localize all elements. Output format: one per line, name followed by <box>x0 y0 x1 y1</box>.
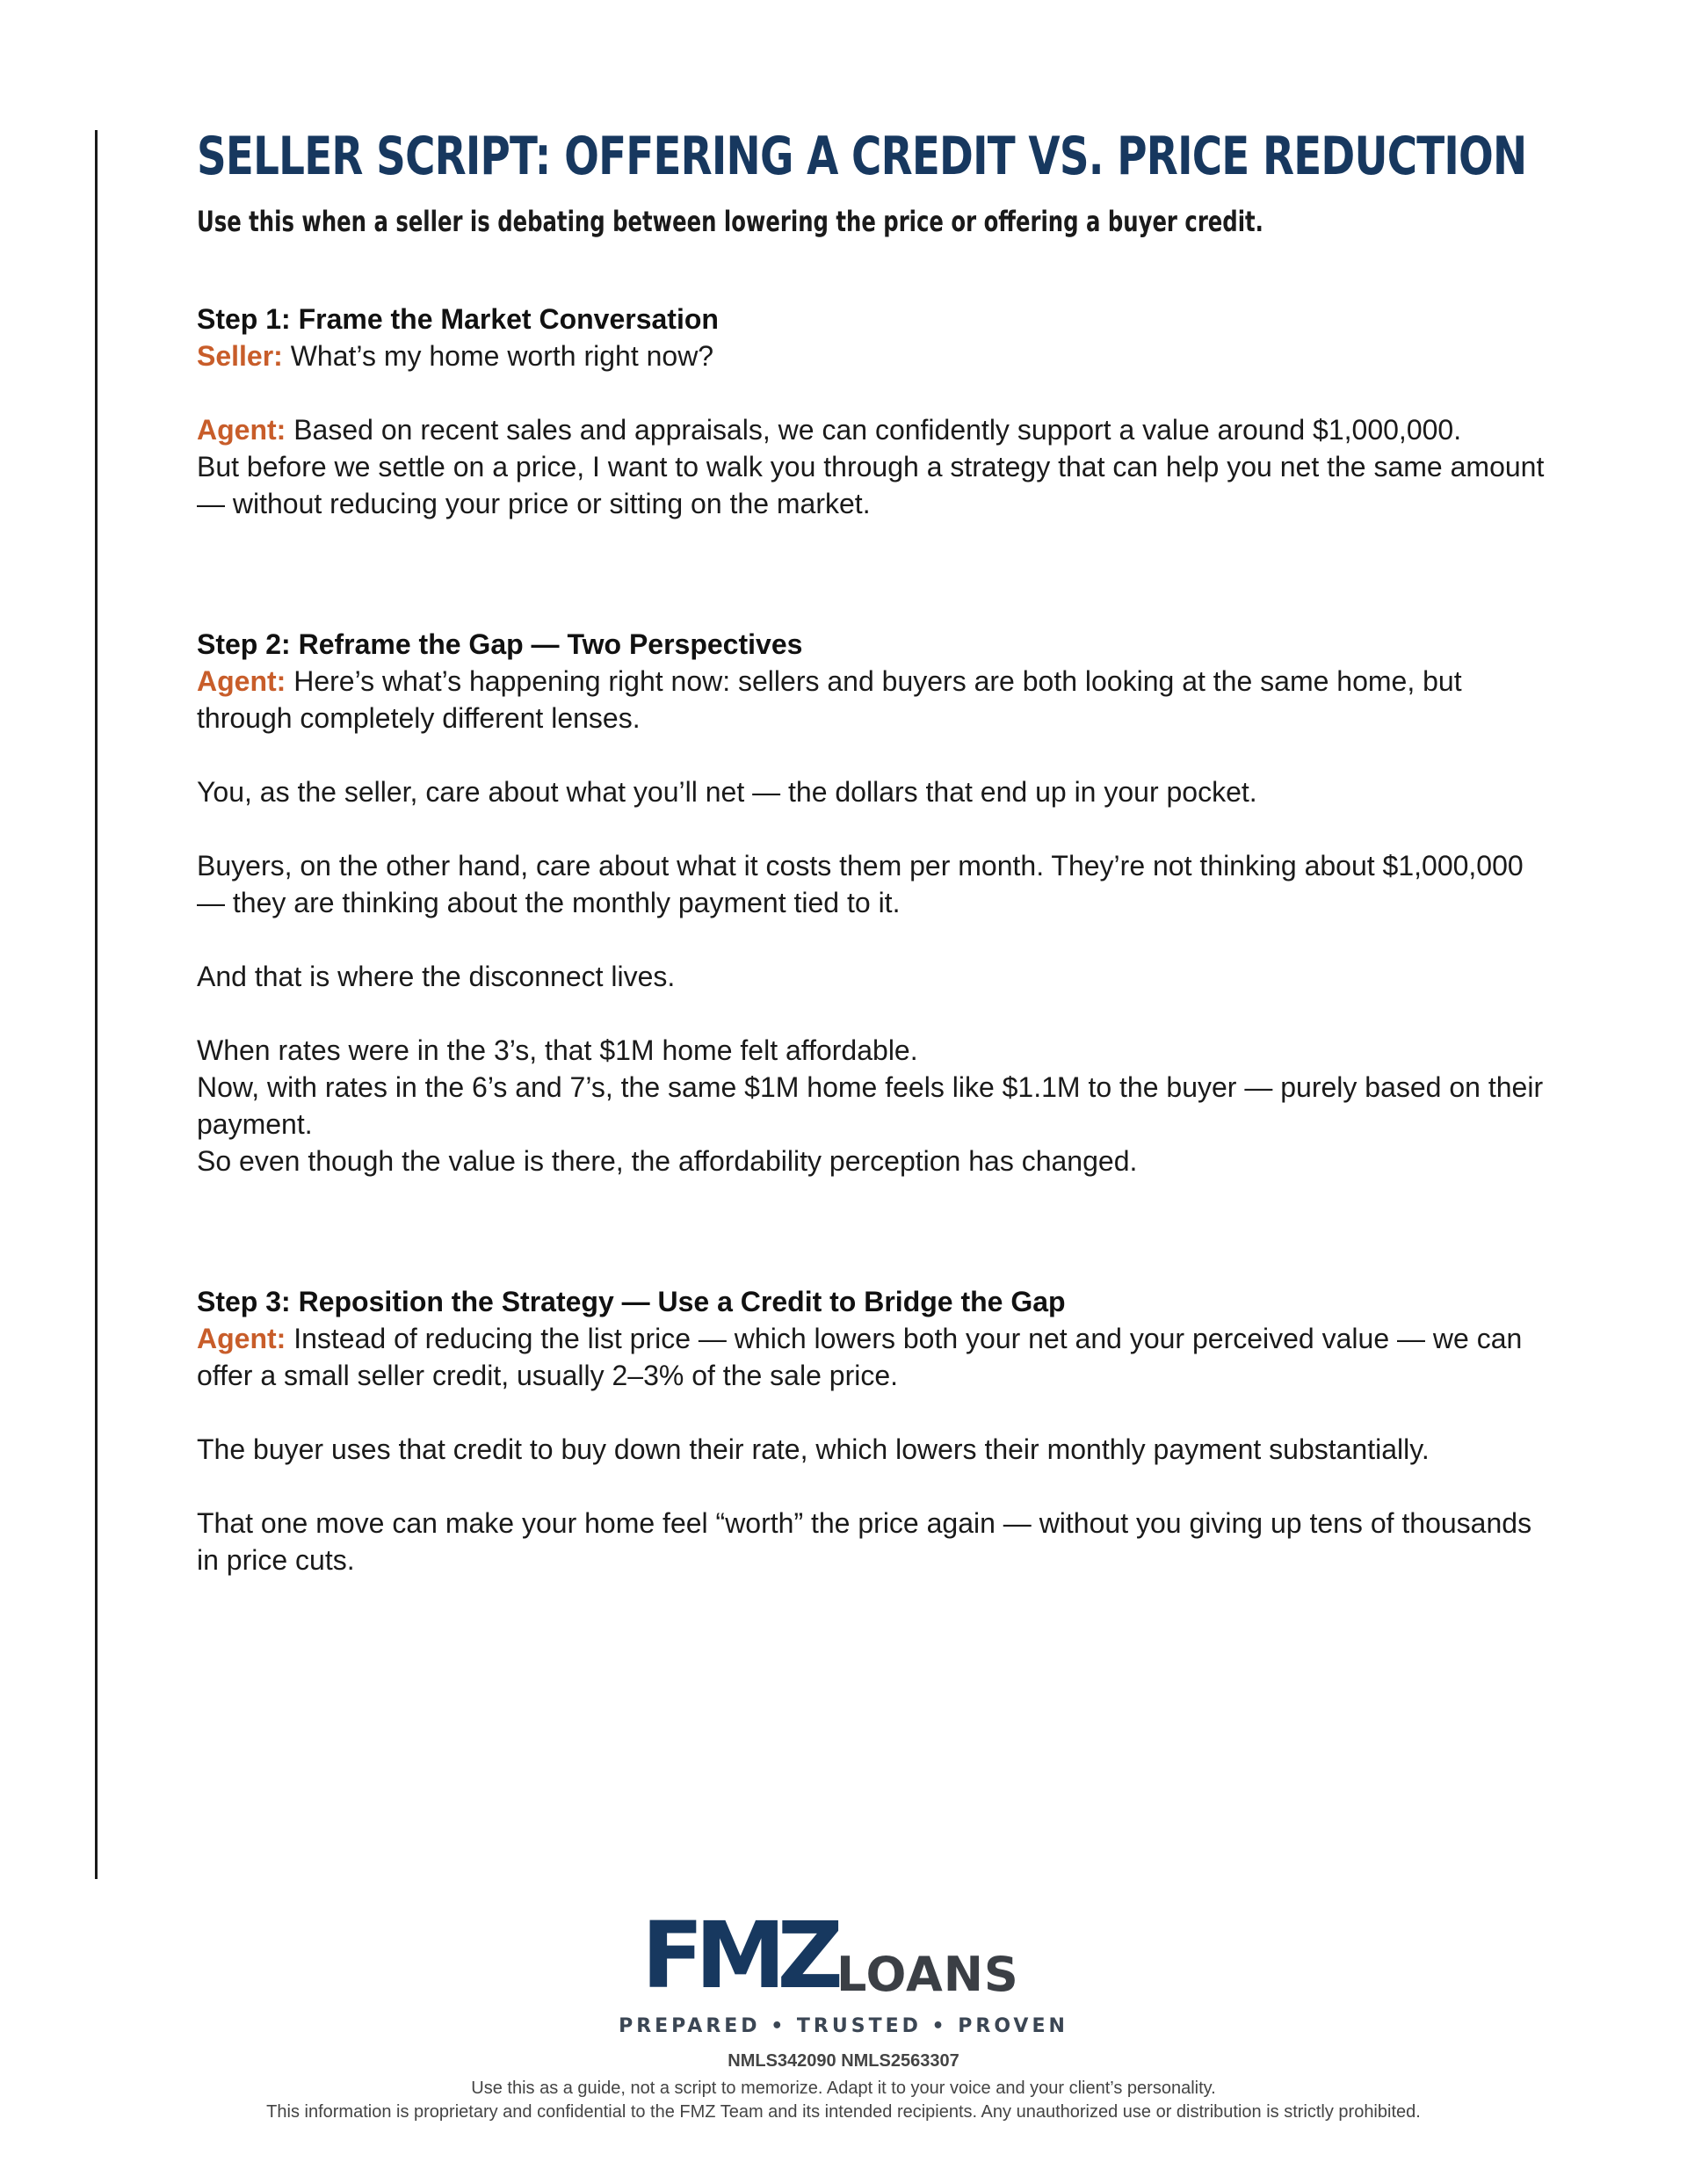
script-text: Here’s what’s happening right now: sellers and buyers are both looking at the same home, but through completely different lenses. <box>197 665 1462 734</box>
logo-tagline: PREPARED • TRUSTED • PROVEN <box>619 2015 1068 2037</box>
logo-mark: FMZ <box>641 1902 835 2009</box>
script-line <box>197 1505 1550 1578</box>
script-text: Buyers, on the other hand, care about what it costs them per month. They’re not thinking about $1,000,000 — they are thinking about the monthly payment tied to it. <box>197 850 1524 918</box>
step-3 <box>197 1283 1550 1578</box>
step-heading: Step 3: Reposition the Strategy — Use a Credit to Bridge the Gap <box>197 1286 1066 1317</box>
script-line <box>197 1320 1550 1394</box>
speaker-label: Agent: <box>197 665 286 697</box>
script-text: What’s my home worth right now? <box>290 340 714 372</box>
speaker-label: Agent: <box>197 1323 286 1354</box>
document-title: SELLER SCRIPT: OFFERING A CREDIT VS. PRICE REDUCTION <box>197 126 1527 187</box>
speaker-label: Agent: <box>197 414 286 446</box>
script-text: But before we settle on a price, I want to walk you through a strategy that can help you net the same amount — without reducing your price or sitting on the market. <box>197 451 1545 519</box>
script-text: And that is where the disconnect lives. <box>197 961 676 992</box>
script-line <box>197 847 1550 921</box>
script-text: The buyer uses that credit to buy down their rate, which lowers their monthly payment substantially. <box>197 1433 1430 1465</box>
script-line <box>197 337 1550 374</box>
script-line <box>197 663 1550 736</box>
footer <box>0 1902 1687 2124</box>
script-line <box>197 411 1550 448</box>
script-text: You, as the seller, care about what you’ll net — the dollars that end up in your pocket. <box>197 776 1257 808</box>
disclaimer <box>202 2077 1485 2124</box>
disclaimer-line: This information is proprietary and confidential to the FMZ Team and its intended recipients. Any unauthorized use or distribution is strictly prohibited. <box>266 2102 1421 2122</box>
step-1 <box>197 301 1550 522</box>
document-body <box>197 121 1550 1578</box>
nmls-numbers: NMLS342090 NMLS2563307 <box>728 2051 959 2071</box>
script-text: Now, with rates in the 6’s and 7’s, the same $1M home feels like $1.1M to the buyer — purely based on their payment. <box>197 1071 1544 1140</box>
step-2 <box>197 626 1550 1179</box>
side-rule <box>95 130 98 1879</box>
script-text: When rates were in the 3’s, that $1M home felt affordable. <box>197 1034 918 1066</box>
script-text: So even though the value is there, the affordability perception has changed. <box>197 1145 1138 1177</box>
disclaimer-line: Use this as a guide, not a script to memorize. Adapt it to your voice and your client’s personality. <box>471 2079 1216 2098</box>
script-text: Instead of reducing the list price — which lowers both your net and your perceived value — we can offer a small seller credit, usually 2–3% of the sale price. <box>197 1323 1523 1391</box>
script-text: Based on recent sales and appraisals, we can confidently support a value around $1,000,000. <box>293 414 1462 446</box>
script-line <box>197 773 1550 810</box>
speaker-label: Seller: <box>197 340 283 372</box>
step-heading: Step 1: Frame the Market Conversation <box>197 303 719 335</box>
script-line <box>197 958 1550 995</box>
document-subtitle: Use this when a seller is debating between lowering the price or offering a buyer credit. <box>197 205 1263 238</box>
logo-wordmark: LOANS <box>836 1947 1019 2002</box>
step-heading: Step 2: Reframe the Gap — Two Perspectives <box>197 628 803 660</box>
script-line <box>197 448 1550 522</box>
script-line <box>197 1143 1550 1179</box>
script-line <box>197 1032 1550 1069</box>
script-line <box>197 1069 1550 1143</box>
fmz-loans-logo <box>641 1902 1046 2013</box>
script-text: That one move can make your home feel “worth” the price again — without you giving up tens of thousands in price cuts. <box>197 1507 1532 1576</box>
script-line <box>197 1431 1550 1468</box>
